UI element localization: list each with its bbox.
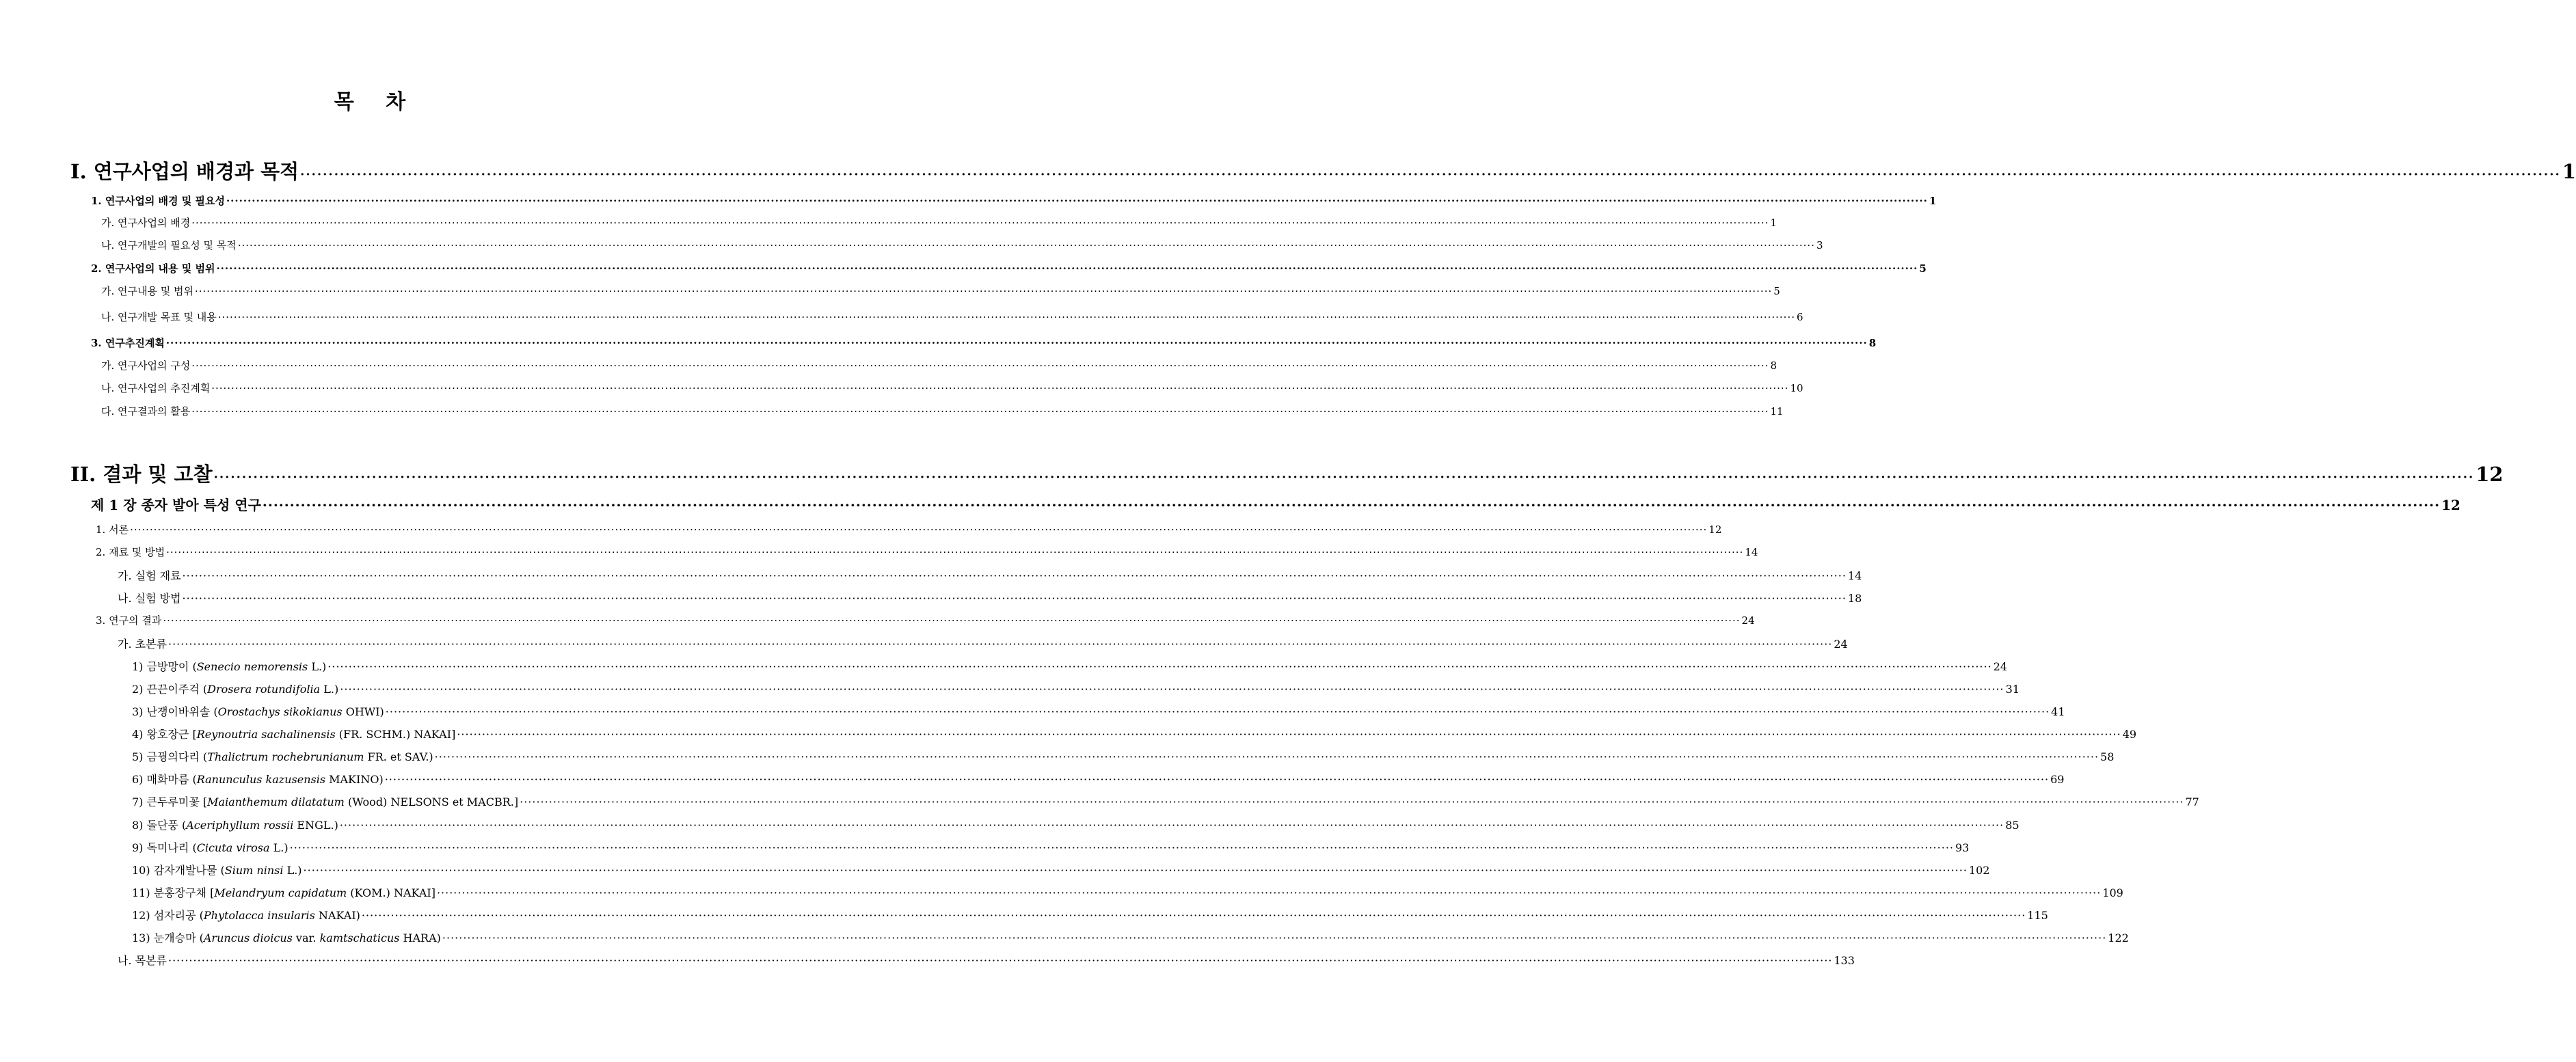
toc-entry-subsection[interactable]	[101, 310, 1803, 324]
dot-leader: ················································································································································································································································································································································································································	[182, 592, 1847, 605]
korean-name: 분홍장구채	[153, 886, 206, 899]
author-citation: FR. et SAV.	[364, 750, 429, 763]
dot-leader: ················································································································································································································································································································································································································	[211, 382, 1789, 394]
scientific-name: Drosera rotundifolia	[207, 683, 321, 696]
author-citation: (KOM.) NAKAI	[347, 886, 431, 899]
toc-entry-label: 다. 연구결과의 활용	[101, 405, 191, 418]
page-number: 12	[2441, 497, 2460, 513]
author-citation: L.	[269, 841, 284, 854]
toc-entry-label: 가. 실험 재료	[118, 569, 181, 582]
page-number: 69	[2050, 773, 2065, 786]
toc-entry-section[interactable]	[91, 261, 1927, 275]
bracket-open: (	[192, 841, 197, 854]
toc-entry-label: 나. 실험 방법	[118, 592, 181, 605]
page-number: 14	[1847, 569, 1862, 582]
toc-entry-subsection[interactable]	[118, 952, 1855, 968]
bracket-open: [	[210, 886, 215, 899]
page-number: 122	[2108, 931, 2129, 944]
item-number: 6)	[132, 773, 144, 786]
item-number: 7)	[132, 795, 144, 808]
scientific-name: Melandryum capidatum	[214, 886, 347, 899]
scientific-name: Cicuta virosa	[196, 841, 270, 854]
scientific-name: Aceriphyllum rossii	[186, 819, 294, 832]
page-title: 목 차	[334, 90, 418, 114]
toc-entry-subsection[interactable]	[101, 215, 1777, 230]
toc-entry-label	[132, 658, 326, 674]
page-number: 12	[2476, 463, 2504, 486]
page-number: 6	[1796, 311, 1803, 323]
toc-entry-species[interactable]	[132, 839, 1970, 855]
toc-entry-chapter[interactable]	[91, 494, 2460, 514]
toc-entry-section[interactable]	[96, 613, 1755, 627]
dot-leader: ················································································································································································································································································································································································································	[434, 750, 2099, 763]
dot-leader: ················································································································································································································································································································································································································	[300, 167, 2561, 182]
toc-entry-label: 2. 재료 및 방법	[96, 546, 165, 558]
dot-leader: ················································································································································································································································································································································································································	[237, 239, 1815, 251]
toc-entry-species[interactable]	[132, 884, 2123, 900]
item-number: 13)	[132, 931, 150, 944]
toc-entry-section[interactable]	[96, 522, 1722, 536]
toc-entry-subsection[interactable]	[118, 567, 1862, 583]
author-citation: (FR. SCHM.) NAKAI	[335, 728, 452, 741]
bracket-close: )	[334, 683, 339, 696]
scientific-name: Maianthemum dilatatum	[207, 795, 345, 808]
dot-leader: ················································································································································································································································································································································································································	[520, 795, 2184, 808]
dot-leader: ················································································································································································································································································································································································································	[130, 523, 1708, 536]
toc-entry-subsection[interactable]	[118, 636, 1848, 651]
toc-entry-label: 나. 목본류	[118, 954, 167, 967]
toc-entry-label	[132, 726, 455, 741]
dot-leader: ················································································································································································································································································································································································································	[442, 931, 2107, 944]
toc-entry-label	[132, 771, 384, 787]
toc-entry-label: 1. 연구사업의 배경 및 필요성	[91, 195, 225, 207]
bracket-open: (	[181, 819, 187, 832]
toc-entry-label	[132, 929, 441, 945]
item-number: 3)	[132, 705, 144, 718]
page-number: 133	[1834, 954, 1855, 967]
page-number: 12	[1708, 523, 1722, 536]
item-number: 12)	[132, 909, 150, 922]
dot-leader: ················································································································································································································································································································································································································	[303, 864, 1968, 877]
author-citation: L.	[308, 660, 323, 673]
korean-name: 매화마름	[146, 773, 189, 786]
korean-name: 큰두루미꽃	[146, 795, 200, 808]
bracket-close: ]	[513, 795, 519, 808]
toc-entry-label: 가. 초본류	[118, 638, 167, 651]
page-number: 31	[2005, 683, 2020, 696]
bracket-open: (	[199, 931, 204, 944]
toc-entry-species[interactable]	[132, 681, 2020, 696]
toc-entry-label: 3. 연구의 결과	[96, 614, 162, 627]
korean-name: 독미나리	[146, 841, 189, 854]
toc-entry-label	[132, 862, 302, 877]
bracket-close: ]	[431, 886, 435, 899]
item-number: 10)	[132, 864, 150, 877]
bracket-close: )	[379, 773, 384, 786]
dot-leader: ················································································································································································································································································································································································································	[191, 217, 1769, 229]
scientific-name: Orostachys sikokianus	[217, 705, 343, 718]
bracket-close: )	[334, 819, 338, 832]
korean-name: 감자개발나물	[153, 864, 217, 877]
item-number: 5)	[132, 750, 144, 763]
toc-entry-label: 가. 연구사업의 배경	[101, 217, 191, 229]
bracket-close: ]	[451, 728, 456, 741]
korean-name: 섬자리공	[153, 909, 196, 922]
bracket-open: (	[213, 705, 218, 718]
toc-entry-part[interactable]	[70, 156, 2576, 185]
toc-entry-species[interactable]	[132, 726, 2137, 741]
toc-entry-section[interactable]	[96, 545, 1758, 559]
item-number: 1)	[132, 660, 144, 673]
bracket-open: (	[192, 660, 197, 673]
page-number: 5	[1919, 262, 1927, 275]
bracket-close: )	[284, 841, 289, 854]
toc-entry-label: 가. 연구사업의 구성	[101, 359, 191, 372]
item-number: 4)	[132, 728, 144, 741]
page-number: 24	[1834, 638, 1848, 651]
author-citation: ENGL.	[293, 819, 334, 832]
toc-entry-species[interactable]	[132, 862, 1990, 877]
dot-leader: ················································································································································································································································································································································································································	[213, 470, 2475, 485]
dot-leader: ················································································································································································································································································································································································································	[191, 405, 1769, 418]
dot-leader: ················································································································································································································································································································································································································	[163, 614, 1741, 627]
page-number: 41	[2051, 705, 2065, 718]
toc-entry-species[interactable]	[132, 793, 2199, 809]
dot-leader: ················································································································································································································································································································································································································	[226, 195, 1928, 207]
page-number: 24	[1993, 660, 2008, 673]
page-number: 1	[1929, 195, 1937, 207]
toc-entry-label: 나. 연구개발 목표 및 내용	[101, 311, 217, 323]
scientific-name: Aruncus dioicus	[203, 931, 293, 944]
toc-entry-part[interactable]	[70, 459, 2504, 487]
dot-leader: ················································································································································································································································································································································································································	[361, 909, 2026, 922]
item-number: 9)	[132, 841, 144, 854]
dot-leader: ················································································································································································································································································································································································································	[168, 954, 1833, 967]
toc-entry-label	[132, 703, 384, 719]
korean-name: 눈개승마	[153, 931, 196, 944]
page-number: 58	[2100, 750, 2115, 763]
dot-leader: ················································································································································································································································································································································································································	[216, 262, 1918, 275]
scientific-name: Sium ninsi	[224, 864, 284, 877]
korean-name: 금방망이	[146, 660, 189, 673]
page-number: 24	[1741, 614, 1755, 627]
bracket-open: (	[199, 909, 204, 922]
page-number: 11	[1770, 405, 1784, 418]
toc-entry-species[interactable]	[132, 817, 2020, 832]
bracket-open: [	[192, 728, 197, 741]
page-number: 8	[1770, 359, 1777, 372]
page-number: 18	[1847, 592, 1862, 605]
scientific-name: Reynoutria sachalinensis	[196, 728, 336, 741]
korean-name: 난쟁이바위솔	[146, 705, 211, 718]
toc-entry-species[interactable]	[132, 771, 2065, 787]
toc-entry-label	[132, 884, 435, 900]
toc-entry-label: 나. 연구개발의 필요성 및 목적	[101, 239, 237, 251]
page-number: 102	[1968, 864, 1990, 877]
dot-leader: ················································································································································································································································································································································································································	[340, 683, 2004, 696]
toc-entry-species[interactable]	[132, 929, 2129, 945]
author-citation: L.	[320, 683, 335, 696]
dot-leader: ················································································································································································································································································································································································································	[262, 497, 2441, 513]
toc-entry-label: 1. 서론	[96, 523, 129, 536]
dot-leader: ················································································································································································································································································································································································································	[327, 660, 1992, 673]
bracket-close: )	[429, 750, 433, 763]
page-number: 5	[1773, 285, 1780, 297]
toc-entry-label: 가. 연구내용 및 범위	[101, 285, 193, 297]
scientific-name: Phytolacca insularis	[203, 909, 315, 922]
page-number: 1	[2562, 160, 2576, 183]
item-number: 8)	[132, 819, 144, 832]
toc-entry-label	[132, 817, 338, 832]
toc-entry-subsection[interactable]	[101, 238, 1823, 252]
toc-entry-subsection[interactable]	[101, 284, 1780, 298]
toc-entry-subsection[interactable]	[101, 358, 1777, 372]
korean-name: 돌단풍	[146, 819, 178, 832]
scientific-name: Senecio nemorensis	[196, 660, 308, 673]
dot-leader: ················································································································································································································································································································································································································	[217, 311, 1795, 323]
toc-entry-label: 3. 연구추진계획	[91, 337, 165, 349]
toc-entry-label	[132, 839, 289, 855]
author-citation: HARA	[399, 931, 437, 944]
page-number: 8	[1868, 337, 1877, 349]
dot-leader: ················································································································································································································································································································································································································	[168, 638, 1833, 651]
dot-leader: ················································································································································································································································································································································································································	[191, 359, 1769, 372]
toc-entry-section[interactable]	[91, 336, 1877, 350]
toc-entry-subsection[interactable]	[118, 590, 1862, 605]
author-citation: OHWI	[342, 705, 380, 718]
toc-entry-label: 2. 연구사업의 내용 및 범위	[91, 262, 215, 275]
author-citation: (Wood) NELSONS et MACBR.	[344, 795, 514, 808]
author-citation: L.	[283, 864, 298, 877]
toc-entry-subsection[interactable]	[101, 404, 1784, 418]
scientific-name: Ranunculus kazusensis	[196, 773, 326, 786]
item-number: 2)	[132, 683, 144, 696]
dot-leader: ················································································································································································································································································································································································································	[166, 546, 1744, 558]
bracket-open: (	[192, 773, 197, 786]
author-citation: NAKAI	[314, 909, 356, 922]
toc-entry-species[interactable]	[132, 703, 2065, 719]
author-citation: MAKINO	[325, 773, 379, 786]
toc-entry-label: I. 연구사업의 배경과 목적	[70, 160, 299, 183]
scientific-name-infra: kamtschaticus	[319, 931, 400, 944]
bracket-close: )	[355, 909, 360, 922]
page-number: 10	[1790, 382, 1803, 394]
toc-entry-label	[132, 793, 518, 809]
toc-entry-label: II. 결과 및 고찰	[70, 463, 213, 486]
bracket-close: )	[297, 864, 302, 877]
bracket-open: (	[220, 864, 225, 877]
toc-entry-label	[132, 681, 338, 696]
bracket-open: (	[202, 750, 208, 763]
dot-leader: ················································································································································································································································································································································································································	[339, 819, 2004, 832]
scientific-name: Thalictrum rochebrunianum	[207, 750, 364, 763]
korean-name: 왕호장근	[146, 728, 189, 741]
dot-leader: ················································································································································································································································································································································································································	[385, 705, 2050, 718]
toc-entry-species[interactable]	[132, 748, 2115, 764]
bracket-open: [	[202, 795, 208, 808]
dot-leader: ················································································································································································································································································································································································································	[182, 569, 1847, 582]
toc-entry-label: 제 1 장 종자 발아 특성 연구	[91, 497, 261, 513]
page-number: 93	[1955, 841, 1970, 854]
rank-marker: var.	[292, 931, 320, 944]
toc-entry-label	[132, 748, 433, 764]
page-number: 49	[2122, 728, 2137, 741]
page-number: 1	[1770, 217, 1777, 229]
korean-name: 끈끈이주걱	[146, 683, 200, 696]
dot-leader: ················································································································································································································································································································································································································	[165, 337, 1868, 349]
toc-entry-species[interactable]	[132, 907, 2048, 923]
page-number: 115	[2027, 909, 2048, 922]
page-number: 85	[2005, 819, 2020, 832]
dot-leader: ················································································································································································································································································································································································································	[436, 886, 2102, 899]
toc-entry-section[interactable]	[91, 193, 1937, 208]
page-number: 3	[1816, 239, 1823, 251]
dot-leader: ················································································································································································································································································································································································································	[289, 841, 1954, 854]
item-number: 11)	[132, 886, 150, 899]
toc-entry-label	[132, 907, 360, 923]
page-number: 109	[2102, 886, 2123, 899]
toc-entry-species[interactable]	[132, 658, 2008, 674]
page-number: 14	[1745, 546, 1758, 558]
bracket-close: )	[436, 931, 441, 944]
toc-entry-label: 나. 연구사업의 추진계획	[101, 382, 211, 394]
bracket-close: )	[379, 705, 384, 718]
toc-entry-subsection[interactable]	[101, 381, 1803, 395]
dot-leader: ················································································································································································································································································································································································································	[457, 728, 2121, 741]
page-number: 77	[2185, 795, 2199, 808]
bracket-close: )	[322, 660, 327, 673]
korean-name: 금꿩의다리	[146, 750, 200, 763]
dot-leader: ················································································································································································································································································································································································································	[384, 773, 2050, 786]
dot-leader: ················································································································································································································································································································································································································	[195, 285, 1773, 297]
bracket-open: (	[202, 683, 208, 696]
